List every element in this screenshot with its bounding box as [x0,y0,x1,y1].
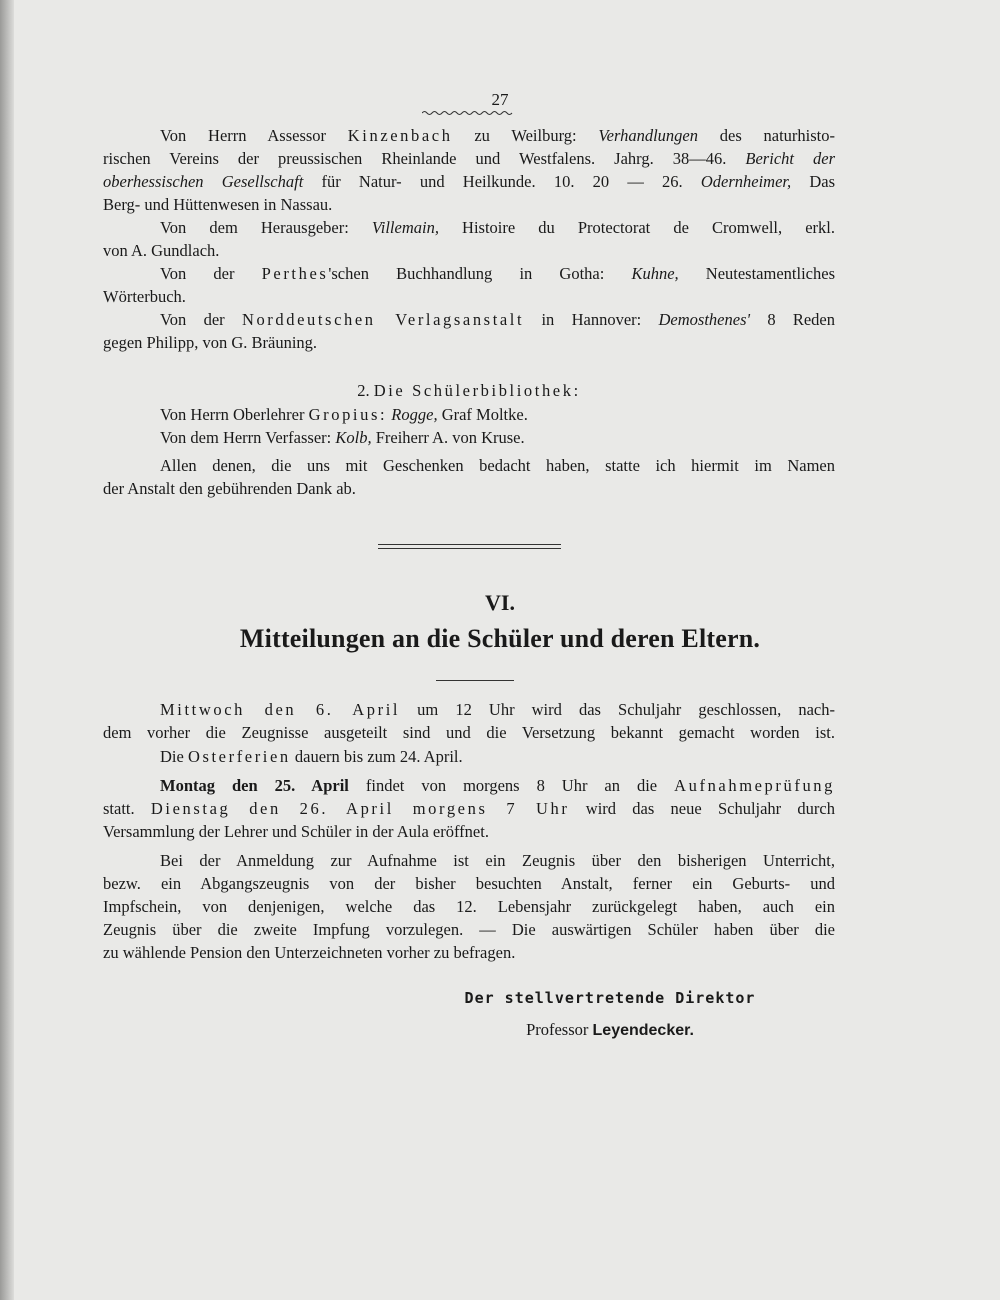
text-run: Zeugnis über die zweite Impfung vorzulegen. — Die auswärtigen Schüler haben über die [103,920,835,939]
spaced-emphasis: Kinzenbach [347,126,453,145]
text-line [103,897,835,917]
text-run: Wörterbuch. [103,287,186,306]
text-line [160,456,835,476]
italic-title: Verhandlungen [598,126,698,145]
text-run: Von dem Herausgeber: [160,218,372,237]
text-run: findet von morgens 8 Uhr an die [348,776,675,795]
text-line [103,287,835,307]
text-run: in Hannover: [524,310,659,329]
text-run: rischen Vereins der preussischen Rheinlande und Westfalens. Jahrg. 38—46. [103,149,746,168]
text-line [103,149,835,169]
text-line [103,920,835,940]
text-run: Impfschein, von denjenigen, welche das 12. Lebensjahr zurückgelegt haben, auch ein [103,897,835,916]
section-heading [103,381,835,401]
text-line [103,241,835,261]
text-run: Von Herrn Oberlehrer [160,405,309,424]
bold-emphasis: Montag den 25. April [160,776,349,795]
text-run: Versammlung der Lehrer und Schüler in der Aula eröffnet. [103,822,489,841]
italic-title: oberhessischen Gesellschaft [103,172,304,191]
signature-name-line: Professor Leyendecker. [526,1020,694,1039]
text-run: Von Herrn Assessor [160,126,348,145]
text-run: Bei der Anmeldung zur Aufnahme ist ein Zeugnis über den bisherigen Unterricht, [160,851,835,870]
text-run: Histoire du Protectorat de Cromwell, erkl. [438,218,835,237]
text-run: Von dem Herrn Verfasser: [160,428,336,447]
text-run: gegen Philipp, von G. Bräuning. [103,333,318,352]
italic-title: Kolb, [335,428,372,447]
text-line [160,126,835,146]
text-run: Das [791,172,835,191]
text-run: Graf Moltke. [437,405,528,424]
spaced-emphasis: Mittwoch den 6. April [160,700,401,719]
text-run: 2. [357,381,374,400]
text-run: Berg- und Hüttenwesen in Nassau. [103,195,333,214]
text-line [160,851,835,871]
text-run: für Natur- und Heilkunde. 10. 20 — 26. [303,172,701,191]
double-rule-bottom [378,548,561,549]
signature-name: Leyendecker. [592,1022,694,1039]
signature-role: Der stellvertretende Direktor [464,989,756,1007]
spaced-emphasis: Die Schülerbibliothek: [373,381,581,400]
text-run: wird das neue Schuljahr durch [569,799,836,818]
text-line [103,723,835,743]
double-rule-top [378,544,561,545]
text-line [103,822,835,842]
spaced-emphasis: Dienstag den 26. April morgens 7 Uhr [150,799,570,818]
spaced-emphasis: Osterferien [187,747,291,766]
text-run: zu wählende Pension den Unterzeichneten vorher zu befragen. [103,943,516,962]
text-run: dem vorher die Zeugnisse ausgeteilt sind und die Versetzung bekannt gemacht worden ist. [103,723,835,742]
text-run: Die [160,747,188,766]
text-run: bezw. ein Abgangszeugnis von der bisher besuchten Anstalt, ferner ein Geburts- und [103,874,835,893]
text-line [160,747,835,767]
spaced-emphasis: Gropius: [308,405,388,424]
text-line [160,310,835,330]
spaced-emphasis: Perthes [261,264,329,283]
text-run: der Anstalt den gebührenden Dank ab. [103,479,356,498]
chapter-numeral: VI. [485,590,515,615]
text-run: Neutestamentliches [678,264,835,283]
italic-title: Odernheimer, [700,172,792,191]
text-line [160,405,835,425]
text-run: Freiherr A. von Kruse. [371,428,525,447]
text-run: um 12 Uhr wird das Schuljahr geschlossen, nach- [400,700,835,719]
italic-title: Kuhne, [631,264,679,283]
italic-title: Villemain, [371,218,439,237]
page-number: 27 [491,90,509,109]
text-line [160,776,835,796]
text-run: statt. [103,799,151,818]
text-line [103,479,835,499]
title-rule [436,680,514,681]
page-number-ornament [422,110,514,116]
text-line [160,428,835,448]
italic-title: Rogge, [391,405,438,424]
text-run: 'schen Buchhandlung in Gotha: [328,264,632,283]
text-line [103,874,835,894]
text-run: Von der [160,264,262,283]
spaced-emphasis: Aufnahmeprüfung [674,776,835,795]
italic-title: Bericht der [745,149,835,168]
text-line [103,172,835,192]
text-run: des naturhisto- [698,126,835,145]
text-run: Allen denen, die uns mit Geschenken bedacht haben, statte ich hiermit im Namen [160,456,835,475]
text-line [103,799,835,819]
spaced-emphasis: Norddeutschen Verlagsanstalt [241,310,525,329]
text-line [103,943,835,963]
text-line [160,264,835,284]
text-line [160,218,835,238]
chapter-title: Mitteilungen an die Schüler und deren Eltern. [239,624,761,653]
text-run: zu Weilburg: [452,126,599,145]
italic-title: Demosthenes' [658,310,751,329]
text-run: 8 Reden [750,310,836,329]
text-line [103,333,835,353]
text-line [103,195,835,215]
text-run: von A. Gundlach. [103,241,220,260]
text-run: dauern bis zum 24. April. [290,747,463,766]
text-line [160,700,835,720]
text-run: Von der [160,310,242,329]
